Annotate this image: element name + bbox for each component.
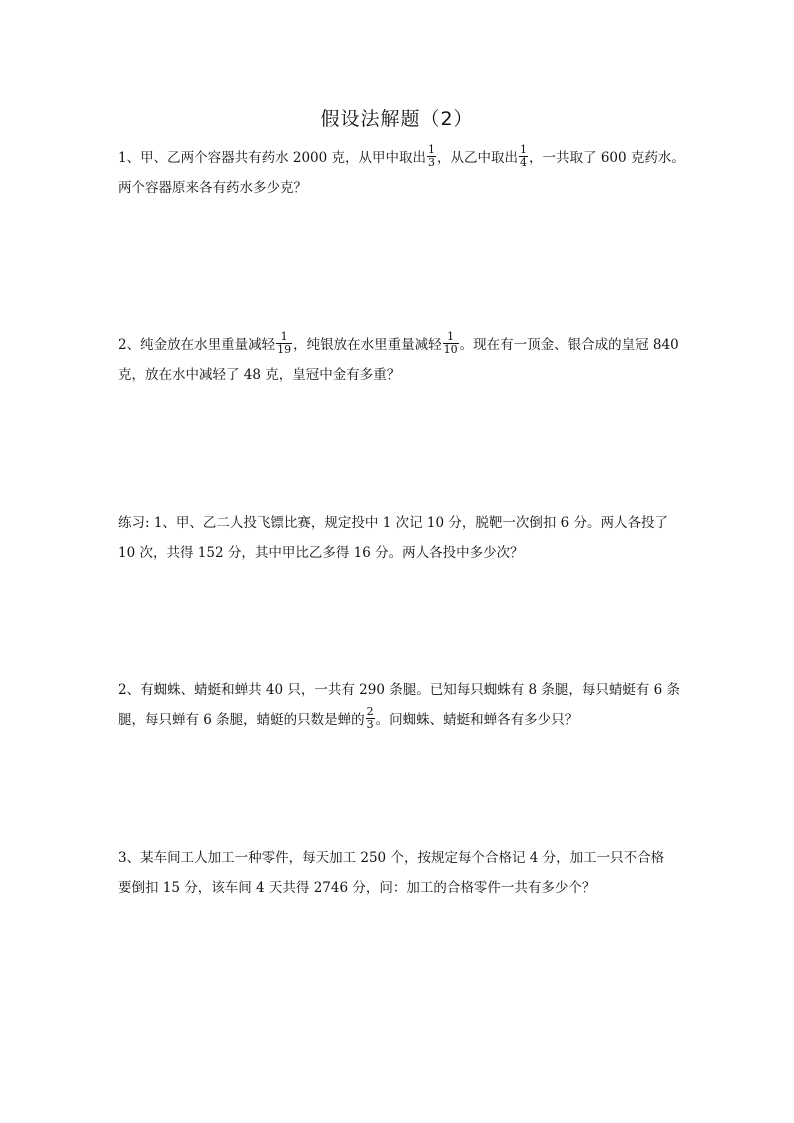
problem-1-text-b: ，从乙中取出: [437, 150, 519, 166]
fraction-denominator: 10: [443, 343, 458, 356]
fraction-one-third: [427, 144, 436, 169]
fraction-numerator: 1: [428, 143, 436, 156]
problem-2: [118, 330, 684, 390]
practice-1-line-1: 练习: 1、甲、乙二人投飞镖比赛，规定投中 1 次记 10 分，脱靶一次倒扣 6 分。两人各投了: [118, 515, 669, 531]
problem-1: [118, 143, 684, 203]
fraction-one-nineteenth: [276, 331, 292, 356]
practice-3: [118, 843, 684, 903]
fraction-one-quarter: [519, 144, 528, 169]
page-title: 假设法解题（2）: [320, 108, 474, 130]
practice-2: [118, 675, 684, 735]
fraction-two-thirds: [366, 706, 375, 731]
practice-3-line-1: 3、某车间工人加工一种零件，每天加工 250 个，按规定每个合格记 4 分，加工一只不合格: [118, 850, 665, 866]
problem-1-text-c: ，一共取了 600 克药水。: [529, 150, 685, 166]
practice-2-text-b: 。问蜘蛛、蜻蜓和蝉各有多少只？: [375, 712, 579, 728]
fraction-denominator: 3: [366, 718, 374, 731]
problem-2-line-1: [118, 330, 684, 360]
problem-1-text-a: 1、甲、乙两个容器共有药水 2000 克，从甲中取出: [118, 150, 427, 166]
fraction-numerator: 1: [276, 331, 292, 344]
fraction-numerator: 1: [443, 331, 459, 344]
fraction-one-tenth: [443, 331, 459, 356]
practice-2-line-1: 2、有蜘蛛、蜻蜓和蝉共 40 只，一共有 290 条腿。已知每只蜘蛛有 8 条腿，每只蜻蜓有 6 条: [118, 682, 681, 698]
practice-2-line-2: [118, 705, 684, 735]
practice-3-line-2: 要倒扣 15 分，该车间 4 天共得 2746 分，问：加工的合格零件一共有多少个？: [118, 880, 596, 896]
practice-1: [118, 508, 684, 568]
practice-2-text-a: 腿，每只蝉有 6 条腿，蜻蜓的只数是蝉的: [118, 712, 365, 728]
problem-2-text-b: ，纯银放在水里重量减轻: [293, 337, 442, 353]
problem-2-text-c: 。现在有一顶金、银合成的皇冠 840: [459, 337, 679, 353]
fraction-numerator: 2: [366, 705, 374, 718]
problem-2-text-a: 2、纯金放在水里重量减轻: [118, 337, 276, 353]
fraction-denominator: 19: [277, 343, 292, 356]
practice-1-line-2: 10 次，共得 152 分，其中甲比乙多得 16 分。两人各投中多少次？: [118, 545, 524, 561]
fraction-denominator: 3: [428, 156, 436, 169]
problem-1-line-1: [118, 143, 684, 173]
problem-1-line-2: 两个容器原来各有药水多少克？: [118, 180, 307, 196]
fraction-denominator: 4: [520, 156, 528, 169]
fraction-numerator: 1: [520, 143, 528, 156]
problem-2-line-2: 克，放在水中减轻了 48 克，皇冠中金有多重？: [118, 367, 401, 383]
